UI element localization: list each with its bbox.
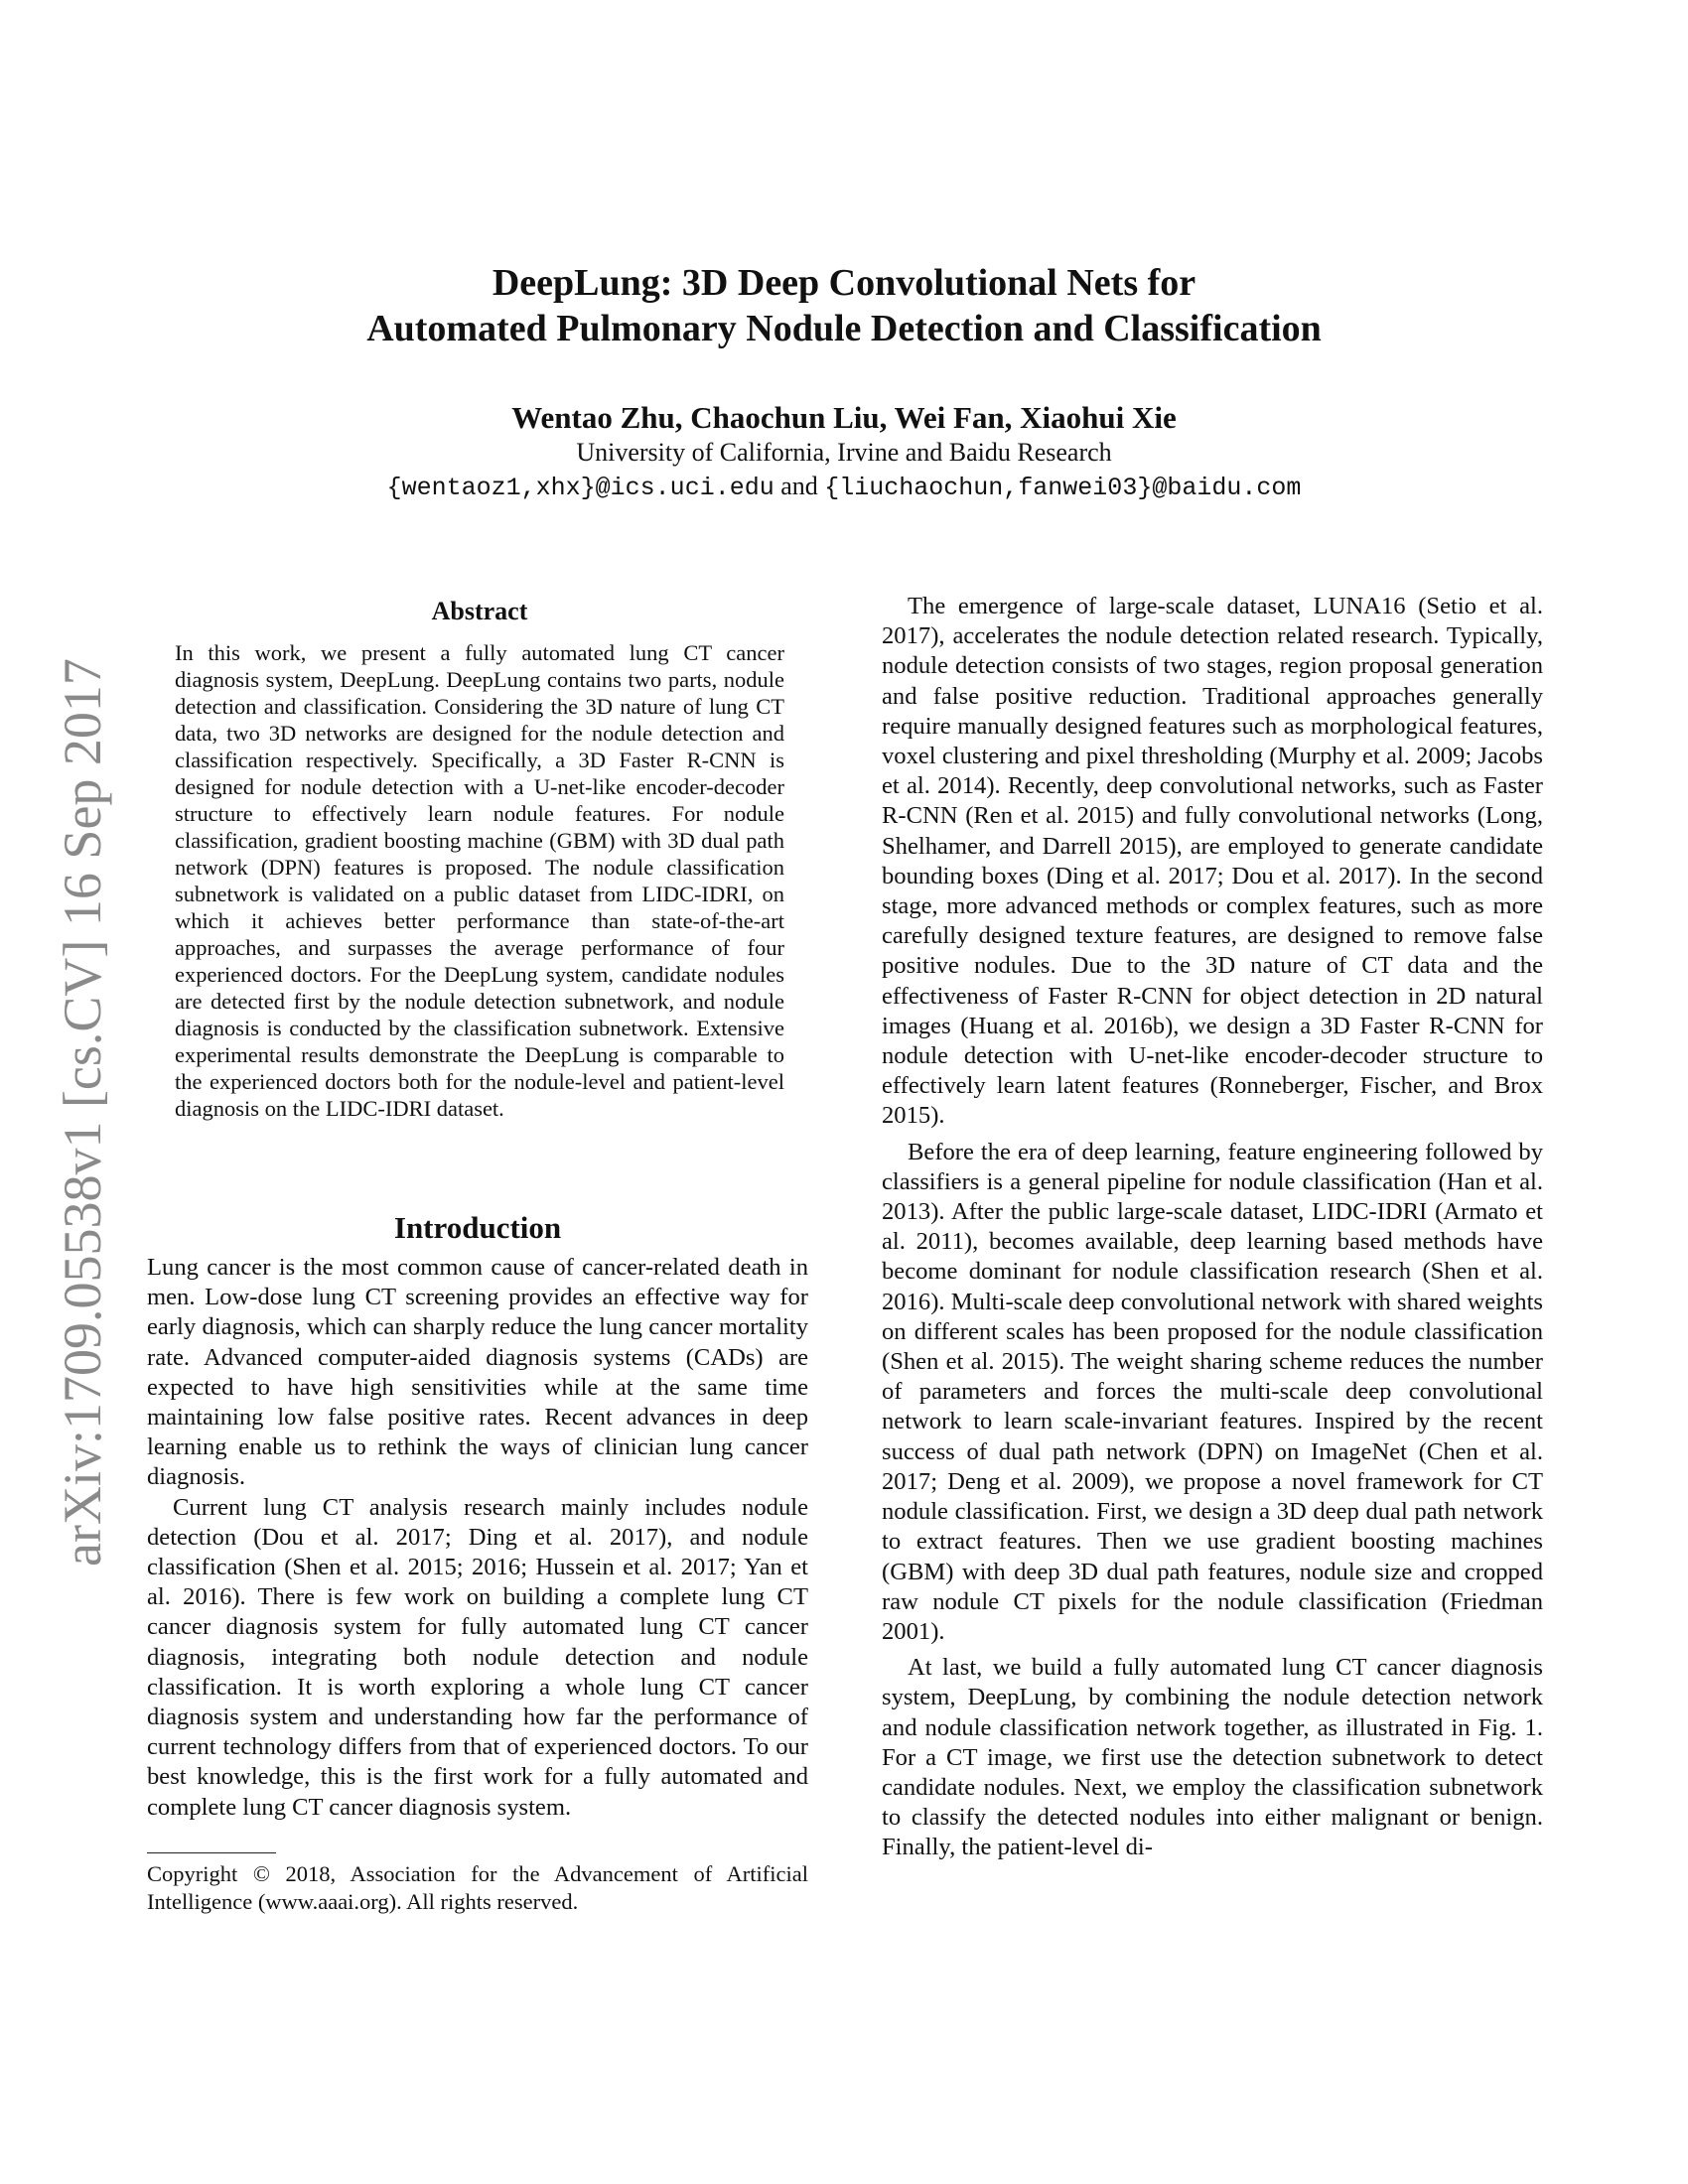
introduction-heading: Introduction [393, 1210, 562, 1245]
intro-paragraph: Lung cancer is the most common cause of cancer-related death in men. Low-dose lung CT screening provides an effective way for early diagnosis, which can sharply reduce the lung cancer mortality rate. Advanced computer-aided diagnosis systems (CADs) are expected to have high sensitivities while at the same time maintaining low false positive rates. Recent advances in deep learning enable us to rethink the ways of clinician lung cancer diagnosis. [147, 1254, 808, 1491]
body-paragraph: Before the era of deep learning, feature engineering followed by classifiers is a general pipeline for nodule classification (Han et al. 2013). After the public large-scale dataset, LIDC-IDRI (Armato et al. 2011), becomes available, deep learning based methods have become dominant for nodule classification research (Shen et al. 2016). Multi-scale deep convolutional network with shared weights on different scales has been proposed for the nodule classification (Shen et al. 2015). The weight sharing scheme reduces the number of parameters and forces the multi-scale deep convolutional network to learn scale-invariant features. Inspired by the recent success of dual path network (DPN) on ImageNet (Chen et al. 2017; Deng et al. 2009), we propose a novel framework for CT nodule classification. First, we design a 3D deep dual path network to extract features. Then we use gradient boosting machines (GBM) with deep 3D dual path features, nodule size and cropped raw nodule CT pixels for the nodule classification (Friedman 2001). [882, 1138, 1543, 1645]
paper-title [298, 260, 1390, 351]
email-conjunction: and [780, 472, 818, 500]
introduction-left-column [147, 1253, 808, 1823]
affiliation: University of California, Irvine and Baidu Research [576, 438, 1112, 467]
abstract-text: In this work, we present a fully automated lung CT cancer diagnosis system, DeepLung. DeepLung contains two parts, nodule detection and classification. Considering the 3D nature of lung CT data, two 3D networks are designed for the nodule detection and classification respectively. Specifically, a 3D Faster R-CNN is designed for nodule detection with a U-net-like encoder-decoder structure to effectively learn nodule features. For nodule classification, gradient boosting machine (GBM) with 3D dual path network (DPN) features is proposed. The nodule classification subnetwork is validated on a public dataset from LIDC-IDRI, on which it achieves better performance than state-of-the-art approaches, and surpasses the average performance of four experienced doctors. For the DeepLung system, candidate nodules are detected first by the nodule detection subnetwork, and nodule diagnosis is conducted by the classification subnetwork. Extensive experimental results demonstrate the DeepLung is comparable to the experienced doctors both for the nodule-level and patient-level diagnosis on the LIDC-IDRI dataset. [175, 640, 784, 1121]
title-line-2: Automated Pulmonary Nodule Detection and Classification [366, 308, 1322, 349]
right-column [882, 592, 1543, 1863]
author-list: Wentao Zhu, Chaochun Liu, Wei Fan, Xiaohui Xie [511, 400, 1177, 435]
author-emails [298, 470, 1390, 505]
intro-paragraph: Current lung CT analysis research mainly includes nodule detection (Dou et al. 2017; Ding et al. 2017), and nodule classification (Shen et al. 2015; 2016; Hussein et al. 2017; Yan et al. 2016). There is few work on building a complete lung CT cancer diagnosis system for fully automated lung CT cancer diagnosis, integrating both nodule detection and nodule classification. It is worth exploring a whole lung CT cancer diagnosis system and understanding how far the performance of current technology differs from that of experienced doctors. To our best knowledge, this is the first work for a fully automated and complete lung CT cancer diagnosis system. [147, 1493, 808, 1821]
footnote-divider [147, 1852, 276, 1853]
body-paragraph: The emergence of large-scale dataset, LUNA16 (Setio et al. 2017), accelerates the nodule detection related research. Typically, nodule detection consists of two stages, region proposal generation and false positive reduction. Traditional approaches generally require manually designed features such as morphological features, voxel clustering and pixel thresholding (Murphy et al. 2009; Jacobs et al. 2014). Recently, deep convolutional networks, such as Faster R-CNN (Ren et al. 2015) and fully convolutional networks (Long, Shelhamer, and Darrell 2015), are employed to generate candidate bounding boxes (Ding et al. 2017; Dou et al. 2017). In the second stage, more advanced methods or complex features, such as more carefully designed texture features, are designed to remove false positive nodules. Due to the 3D nature of CT data and the effectiveness of Faster R-CNN for object detection in 2D natural images (Huang et al. 2016b), we design a 3D Faster R-CNN for nodule detection with U-net-like encoder-decoder structure to effectively learn latent features (Ronneberger, Fischer, and Brox 2015). [882, 593, 1543, 1130]
title-line-1: DeepLung: 3D Deep Convolutional Nets for [492, 262, 1196, 304]
arxiv-identifier-stamp[interactable]: arXiv:1709.05538v1 [cs.CV] 16 Sep 2017 [53, 658, 112, 1567]
copyright-footnote: Copyright © 2018, Association for the Advancement of Artificial Intelligence (www.aaai.org). All rights reserved. [147, 1861, 808, 1914]
email-uci[interactable]: {wentaoz1,xhx}@ics.uci.edu [386, 474, 774, 502]
abstract-heading: Abstract [431, 597, 528, 625]
body-paragraph: At last, we build a fully automated lung CT cancer diagnosis system, DeepLung, by combining the nodule detection network and nodule classification network together, as illustrated in Fig. 1. For a CT image, we first use the detection subnetwork to detect candidate nodules. Next, we employ the classification subnetwork to classify the detected nodules into either malignant or benign. Finally, the patient-level di- [882, 1654, 1543, 1861]
email-baidu[interactable]: {liuchaochun,fanwei03}@baidu.com [824, 474, 1302, 502]
